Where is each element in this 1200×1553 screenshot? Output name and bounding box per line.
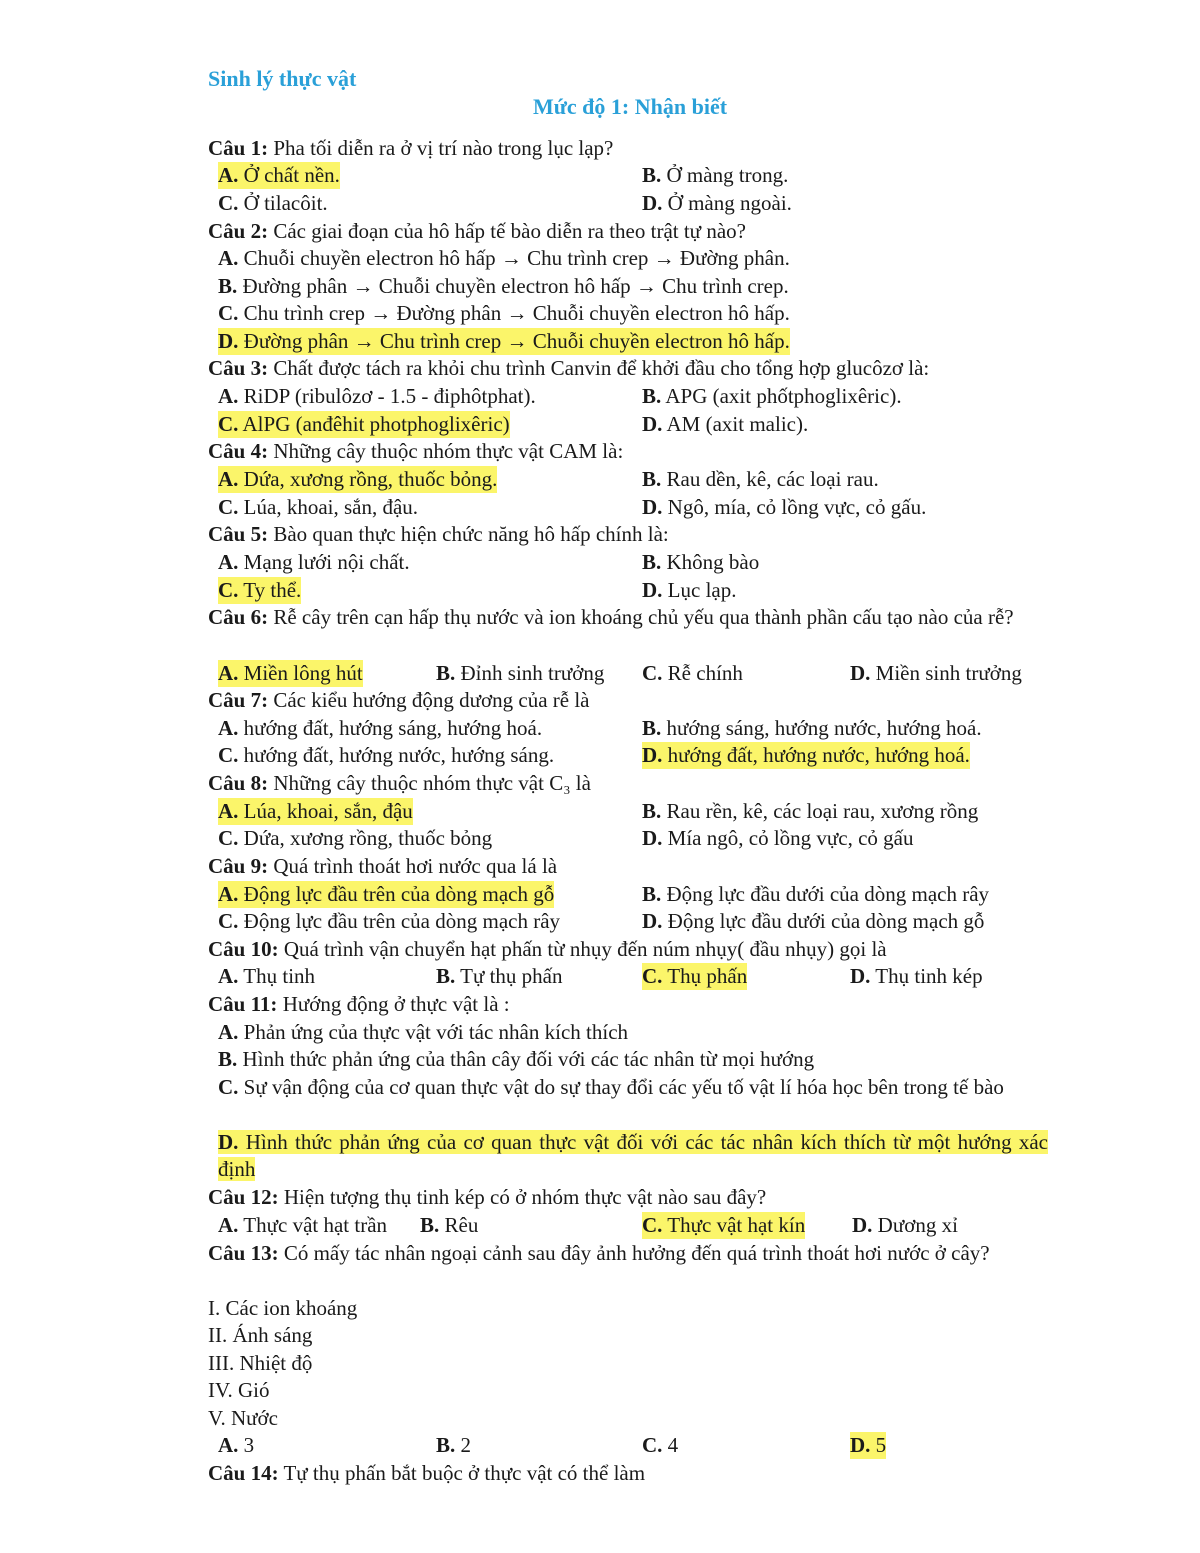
option-b: B. APG (axit phốtphoglixêric). <box>642 384 902 408</box>
question-text: Hướng động ở thực vật là : <box>277 992 510 1016</box>
question-label: Câu 4: <box>208 439 269 463</box>
option-c: C. Dứa, xương rồng, thuốc bỏng <box>218 826 493 850</box>
option-b: B. Không bào <box>642 550 760 574</box>
question-8 <box>0 770 1200 797</box>
question-1 <box>0 135 1200 162</box>
options-row <box>0 577 1200 604</box>
option-b: B. Đỉnh sinh trưởng <box>436 661 605 685</box>
question-11 <box>0 991 1200 1018</box>
question-label: Câu 11: <box>208 992 278 1016</box>
list-item: III. Nhiệt độ <box>208 1351 313 1375</box>
question-9 <box>0 853 1200 880</box>
options-row <box>0 798 1200 825</box>
options-row <box>0 963 1200 990</box>
option-c: C. Chu trình crep → Đường phân → Chuỗi chuyền electron hô hấp. <box>218 301 790 325</box>
options-row <box>0 660 1200 687</box>
question-label: Câu 2: <box>208 219 269 243</box>
option-c: C. Lúa, khoai, sắn, đậu. <box>218 495 419 519</box>
option-b: B. Rau dền, kê, các loại rau. <box>642 467 879 491</box>
option-d: D. AM (axit malic). <box>642 412 809 436</box>
question-text: Các giai đoạn của hô hấp tế bào diễn ra theo trật tự nào? <box>268 219 746 243</box>
option-b: B. Ở màng trong. <box>642 163 789 187</box>
question-text: Hiện tượng thụ tinh kép có ở nhóm thực vật nào sau đây? <box>278 1185 767 1209</box>
option-b: B. hướng sáng, hướng nước, hướng hoá. <box>642 716 982 740</box>
option-a: A. Ở chất nền. <box>218 163 340 187</box>
options-row <box>0 383 1200 410</box>
list-item: II. Ánh sáng <box>208 1323 313 1347</box>
option-c: C. Rễ chính <box>642 661 743 685</box>
option-b: B. Tự thụ phấn <box>436 964 563 988</box>
option-a: A. Miền lông hút <box>218 661 363 685</box>
options-row <box>0 162 1200 189</box>
option-d: D. Dương xỉ <box>852 1213 958 1237</box>
options-row <box>0 190 1200 217</box>
option-c: C. Ty thể. <box>218 578 302 602</box>
question-text: Những cây thuộc nhóm thực vật CAM là: <box>268 439 624 463</box>
options-row <box>0 1432 1200 1459</box>
option-d: D. Hình thức phản ứng của cơ quan thực vật đối với các tác nhân kích thích từ một hướng xác định <box>218 1130 1048 1181</box>
option-b: B. Hình thức phản ứng của thân cây đối với các tác nhân từ mọi hướng <box>218 1047 815 1071</box>
option-d: D. Ở màng ngoài. <box>642 191 792 215</box>
option-c-row <box>0 1074 1200 1129</box>
option-a: A. 3 <box>218 1433 255 1457</box>
option-d: D. Đường phân → Chu trình crep → Chuỗi chuyền electron hô hấp. <box>218 329 790 353</box>
option-a: A. hướng đất, hướng sáng, hướng hoá. <box>218 716 543 740</box>
option-d: D. hướng đất, hướng nước, hướng hoá. <box>642 743 970 767</box>
question-label: Câu 7: <box>208 688 269 712</box>
question-label: Câu 13: <box>208 1241 279 1265</box>
option-c: C. hướng đất, hướng nước, hướng sáng. <box>218 743 555 767</box>
question-label: Câu 3: <box>208 356 269 380</box>
question-text: Các kiểu hướng động dương của rễ là <box>268 688 590 712</box>
option-d: D. Lục lạp. <box>642 578 737 602</box>
list-item: V. Nước <box>208 1406 278 1430</box>
question-text: Bào quan thực hiện chức năng hô hấp chính là: <box>268 522 669 546</box>
option-a-row <box>0 1019 1200 1046</box>
option-a: A. Mạng lưới nội chất. <box>218 550 410 574</box>
options-row <box>0 1212 1200 1239</box>
options-row <box>0 715 1200 742</box>
option-d: D. 5 <box>850 1433 887 1457</box>
question-text: Rễ cây trên cạn hấp thụ nước và ion khoáng chủ yếu qua thành phần cấu tạo nào của rễ? <box>268 605 1014 629</box>
option-c: C. 4 <box>642 1433 679 1457</box>
option-d: D. Ngô, mía, cỏ lồng vực, cỏ gấu. <box>642 495 927 519</box>
question-text: Pha tối diễn ra ở vị trí nào trong lục lạp? <box>268 136 614 160</box>
question-6 <box>0 604 1200 660</box>
question-label: Câu 10: <box>208 937 279 961</box>
option-c-row <box>0 300 1200 327</box>
option-c: C. Ở tilacôit. <box>218 191 328 215</box>
option-a: A. Lúa, khoai, sắn, đậu <box>218 799 413 823</box>
options-row <box>0 549 1200 576</box>
question-label: Câu 5: <box>208 522 269 546</box>
question-label: Câu 8: <box>208 771 269 795</box>
options-row <box>0 881 1200 908</box>
question-4 <box>0 438 1200 465</box>
question-text: Tự thụ phấn bắt buộc ở thực vật có thể làm <box>278 1461 646 1485</box>
option-d-row <box>0 328 1200 355</box>
option-a: A. Chuỗi chuyền electron hô hấp → Chu trình crep → Đường phân. <box>218 246 790 270</box>
option-a: A. Thụ tinh <box>218 964 316 988</box>
question-label: Câu 6: <box>208 605 269 629</box>
question-label: Câu 9: <box>208 854 269 878</box>
question-2 <box>0 218 1200 245</box>
question-label: Câu 12: <box>208 1185 279 1209</box>
question-12 <box>0 1184 1200 1211</box>
option-a: A. RiDP (ribulôzơ - 1.5 - điphôtphat). <box>218 384 536 408</box>
option-d: D. Động lực đầu dưới của dòng mạch gỗ <box>642 909 985 933</box>
options-row <box>0 466 1200 493</box>
option-c: C. Thụ phấn <box>642 964 748 988</box>
options-row <box>0 494 1200 521</box>
option-b-row <box>0 273 1200 300</box>
question-13 <box>0 1240 1200 1295</box>
options-row <box>0 411 1200 438</box>
option-c: C. Sự vận động của cơ quan thực vật do sự thay đổi các yếu tố vật lí hóa học bên trong tế bào <box>218 1075 1004 1099</box>
question-5 <box>0 521 1200 548</box>
option-c: C. AlPG (anđêhit photphoglixêric) <box>218 412 510 436</box>
question-text: Quá trình vận chuyển hạt phấn từ nhụy đến núm nhụy( đầu nhụy) gọi là <box>278 937 887 961</box>
option-b: B. Rau rền, kê, các loại rau, xương rồng <box>642 799 979 823</box>
option-a: A. Dứa, xương rồng, thuốc bỏng. <box>218 467 498 491</box>
option-b-row <box>0 1046 1200 1073</box>
question-text: Chất được tách ra khỏi chu trình Canvin để khởi đầu cho tổng hợp glucôzơ là: <box>268 356 930 380</box>
list-item: I. Các ion khoáng <box>208 1296 358 1320</box>
option-b: B. Đường phân → Chuỗi chuyền electron hô hấp → Chu trình crep. <box>218 274 789 298</box>
option-a: A. Thực vật hạt trần <box>218 1213 388 1237</box>
option-d: D. Miền sinh trưởng <box>850 661 1022 685</box>
question-3 <box>0 355 1200 382</box>
level-heading: Mức độ 1: Nhận biết <box>532 94 728 119</box>
option-c: C. Động lực đầu trên của dòng mạch rây <box>218 909 561 933</box>
question-label: Câu 1: <box>208 136 269 160</box>
option-d: D. Thụ tinh kép <box>850 964 983 988</box>
option-a-row <box>0 245 1200 272</box>
option-b: B. 2 <box>436 1433 472 1457</box>
question-7 <box>0 687 1200 714</box>
options-row <box>0 908 1200 935</box>
option-b: B. Rêu <box>420 1213 479 1237</box>
option-a: A. Động lực đầu trên của dòng mạch gỗ <box>218 882 555 906</box>
question-label: Câu 14: <box>208 1461 279 1485</box>
option-c: C. Thực vật hạt kín <box>642 1213 806 1237</box>
question-text: Quá trình thoát hơi nước qua lá là <box>268 854 558 878</box>
question-text: Có mấy tác nhân ngoại cảnh sau đây ảnh hưởng đến quá trình thoát hơi nước ở cây? <box>278 1241 990 1265</box>
list-item: IV. Gió <box>208 1378 270 1402</box>
question-text: Những cây thuộc nhóm thực vật C₃ là <box>268 771 591 795</box>
subject-heading: Sinh lý thực vật <box>208 66 357 91</box>
option-a: A. Phản ứng của thực vật với tác nhân kích thích <box>218 1020 629 1044</box>
options-row <box>0 825 1200 852</box>
question-14 <box>0 1460 1200 1487</box>
option-b: B. Động lực đầu dưới của dòng mạch rây <box>642 882 990 906</box>
options-row <box>0 742 1200 769</box>
question-10 <box>0 936 1200 963</box>
option-d: D. Mía ngô, cỏ lồng vực, cỏ gấu <box>642 826 914 850</box>
option-d-row <box>0 1129 1200 1184</box>
